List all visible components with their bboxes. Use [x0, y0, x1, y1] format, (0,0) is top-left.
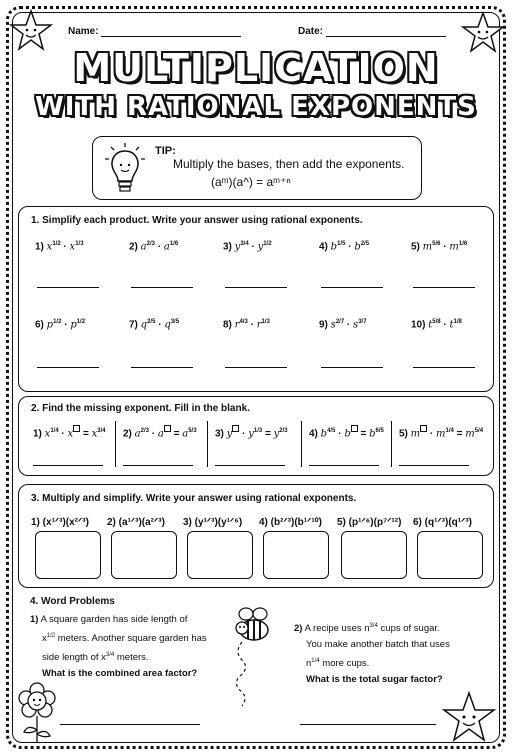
multiply-item [259, 517, 322, 528]
section-2 [18, 396, 494, 476]
lightbulb-icon [103, 141, 147, 197]
section-3-heading: 3. Multiply and simplify. Write your answer using rational exponents. [31, 493, 357, 504]
exponent: 1/3 [253, 428, 263, 434]
answer-box[interactable] [187, 531, 253, 579]
base: b [344, 428, 351, 440]
multiply-item [337, 517, 401, 528]
equals: = [170, 428, 183, 440]
expression: (q¹ᐟ³)(q¹ᐟ³) [424, 517, 472, 528]
tip-box [92, 136, 422, 200]
name-field[interactable] [68, 26, 241, 37]
multiply-item [413, 517, 472, 528]
base: y [248, 428, 254, 440]
dot: · [248, 241, 258, 253]
wp1-line3a: side length of x [42, 652, 106, 664]
exponent: 5/8 [432, 319, 441, 325]
dot: · [345, 241, 355, 253]
exponent: 2/3 [279, 428, 288, 434]
exponent: 1/2 [263, 241, 272, 247]
answer-line[interactable] [37, 287, 99, 288]
section-1-heading: 1. Simplify each product. Write your answer using rational exponents. [31, 215, 363, 226]
problem-number: 9) [319, 319, 331, 331]
expression: (b²ᐟ³)(b¹ᐟ¹⁰) [270, 517, 323, 528]
blank-box[interactable] [351, 425, 358, 432]
answer-line[interactable] [413, 367, 475, 368]
answer-line[interactable] [33, 465, 103, 466]
equals: = [80, 428, 92, 440]
dot: · [239, 428, 249, 440]
base: m [436, 428, 446, 440]
exponent: 1/2 [76, 319, 86, 325]
base: a [134, 428, 141, 440]
problem-number: 1) [33, 428, 45, 440]
wp2-line1a: A recipe uses n [304, 623, 370, 635]
answer-line[interactable] [37, 367, 99, 368]
exponent: 1/2 [52, 241, 61, 247]
base: b [320, 428, 328, 440]
page-title: MULTIPLICATION [73, 46, 439, 90]
missing-exponent-item [399, 425, 483, 439]
answer-line[interactable] [309, 465, 379, 466]
wp1-exp2: 3/4 [105, 652, 115, 659]
equals: = [262, 428, 274, 440]
dot: · [440, 241, 450, 253]
wp2-exp1: 3/4 [369, 623, 378, 629]
problem-number: 8) [223, 319, 235, 331]
answer-line[interactable] [321, 367, 383, 368]
problem-number: 4) [259, 517, 271, 528]
base: m [422, 241, 433, 253]
base: b [330, 241, 338, 253]
problem-item [319, 241, 369, 252]
word-problem-2 [294, 618, 494, 688]
problem-number: 2) [129, 241, 141, 253]
exponent: 4/3 [239, 319, 248, 325]
base: a [140, 241, 147, 253]
dot: · [148, 428, 158, 440]
problem-number: 2) [123, 428, 135, 440]
tip-formula: (aᵐ)(a^) = aᵐ⁺ⁿ [211, 175, 291, 189]
base: p [70, 319, 77, 331]
column-divider [391, 421, 392, 467]
missing-exponent-item [123, 425, 197, 439]
wp2-line2: You make another batch that uses [306, 639, 450, 651]
column-divider [115, 421, 116, 467]
dot: · [58, 428, 68, 440]
wp1-base: x [42, 633, 47, 645]
column-divider [301, 421, 302, 467]
answer-line[interactable] [215, 465, 285, 466]
wp1-answer-line[interactable] [60, 724, 200, 725]
problem-item [35, 319, 85, 330]
exponent: 1/5 [337, 241, 346, 247]
exponent: 1/6 [458, 241, 468, 247]
date-field[interactable] [298, 26, 446, 37]
problem-number: 3) [183, 517, 195, 528]
answer-box[interactable] [263, 531, 329, 579]
dot: · [155, 319, 165, 331]
base: r [234, 319, 240, 331]
problem-number: 6) [35, 319, 47, 331]
section-2-heading: 2. Find the missing exponent. Fill in the blank. [31, 403, 250, 414]
answer-line[interactable] [413, 287, 475, 288]
wp2-number: 2) [294, 623, 303, 635]
answer-box[interactable] [111, 531, 177, 579]
exponent: 4/5 [327, 428, 336, 434]
wp2-line1b: cups of sugar. [377, 623, 440, 635]
expression: (y¹ᐟ³)(y¹ᐟ⁶) [194, 517, 243, 528]
problem-item [319, 319, 367, 330]
exponent: 6/5 [375, 428, 384, 434]
bee-icon [228, 604, 280, 712]
base: q [140, 319, 148, 331]
problem-number: 4) [309, 428, 321, 440]
wp1-question: What is the combined area factor? [42, 668, 198, 680]
dot: · [154, 241, 164, 253]
wp1-line3b: meters. [114, 652, 149, 664]
base: p [46, 319, 54, 331]
base: y [234, 241, 241, 253]
problem-number: 10) [411, 319, 429, 331]
wp1-exp1: 1/2 [46, 633, 56, 639]
answer-line[interactable] [131, 367, 193, 368]
problem-item [129, 319, 179, 330]
dot: · [440, 319, 450, 331]
exponent: 2/7 [335, 319, 345, 325]
problem-number: 3) [223, 241, 235, 253]
answer-line[interactable] [123, 465, 193, 466]
problem-number: 6) [413, 517, 425, 528]
answer-line[interactable] [225, 287, 287, 288]
dot: · [247, 319, 257, 331]
blank-box[interactable] [164, 425, 171, 432]
expression: (a¹ᐟ³)(a²ᐟ³) [118, 517, 165, 528]
section-4-heading: 4. Word Problems [30, 596, 115, 607]
wp2-answer-line[interactable] [300, 724, 436, 725]
equals: = [357, 428, 370, 440]
exponent: 3/4 [97, 428, 106, 434]
answer-line[interactable] [399, 465, 469, 466]
wp2-line3a: n [306, 658, 312, 670]
section-3 [18, 484, 494, 588]
base: x [67, 428, 74, 440]
problem-item [35, 241, 84, 252]
multiply-item [183, 517, 242, 528]
problem-number: 2) [107, 517, 119, 528]
column-divider [207, 421, 208, 467]
exponent: 1/6 [169, 241, 179, 247]
tip-label: TIP: [155, 145, 176, 157]
wp1-line1: A square garden has side length of [40, 614, 188, 625]
problem-item [129, 241, 178, 252]
exponent: 5/4 [474, 428, 484, 434]
missing-exponent-item [33, 425, 106, 439]
problem-number: 1) [35, 241, 47, 253]
dot: · [427, 428, 437, 440]
problem-number: 5) [411, 241, 423, 253]
wp2-exp2: 1/4 [311, 658, 320, 665]
exponent: 1/8 [453, 319, 462, 325]
answer-box[interactable] [35, 531, 101, 579]
exponent: 1/4 [445, 428, 454, 434]
section-1 [18, 206, 494, 392]
word-problem-1 [30, 612, 230, 682]
problem-number: 4) [319, 241, 331, 253]
problem-number: 7) [129, 319, 141, 331]
wp2-question: What is the total sugar factor? [306, 674, 443, 686]
base: b [354, 241, 361, 253]
name-label: Name: [68, 26, 99, 37]
answer-box[interactable] [341, 531, 407, 579]
star-face-icon [440, 690, 498, 746]
multiply-item [107, 517, 165, 528]
base: b [369, 428, 376, 440]
answer-line[interactable] [321, 287, 383, 288]
exponent: 1/4 [50, 428, 59, 434]
base: r [256, 319, 262, 331]
problem-item [223, 319, 270, 330]
base: s [330, 319, 336, 331]
exponent: 2/5 [360, 241, 370, 247]
base: a [163, 241, 170, 253]
exponent: 1/2 [53, 319, 62, 325]
base: x [46, 241, 53, 253]
base: m [465, 428, 475, 440]
base: s [353, 319, 359, 331]
problem-item [411, 241, 467, 252]
equals: = [453, 428, 466, 440]
exponent: 1/3 [261, 319, 270, 325]
base: y [226, 428, 233, 440]
exponent: 2/5 [147, 319, 156, 325]
problem-number: 5) [399, 428, 411, 440]
answer-box[interactable] [417, 531, 483, 579]
problem-item [223, 241, 272, 252]
dot: · [61, 319, 71, 331]
answer-line[interactable] [131, 287, 193, 288]
base: x [91, 428, 98, 440]
exponent: 2/3 [146, 241, 155, 247]
missing-exponent-item [309, 425, 384, 439]
multiply-item [31, 517, 89, 528]
flower-icon [14, 680, 60, 746]
base: y [257, 241, 264, 253]
exponent: 3/7 [358, 319, 367, 325]
problem-item [411, 319, 462, 330]
base: a [182, 428, 189, 440]
problem-number: 1) [31, 517, 43, 528]
wp1-number: 1) [30, 614, 39, 625]
base: x [44, 428, 51, 440]
date-blank[interactable] [326, 27, 446, 37]
base: y [273, 428, 280, 440]
base: a [157, 428, 164, 440]
problem-number: 5) [337, 517, 349, 528]
tip-text: Multiply the bases, then add the exponents. [173, 157, 405, 171]
base: q [164, 319, 171, 331]
dot: · [335, 428, 345, 440]
exponent: 1/3 [75, 241, 84, 247]
base: m [410, 428, 421, 440]
exponent: 2/3 [140, 428, 149, 434]
dot: · [344, 319, 354, 331]
expression: (p¹ᐟ⁶)(p⁷ᐟ¹²) [348, 517, 402, 528]
missing-exponent-item [215, 425, 288, 439]
exponent: 5/6 [432, 241, 441, 247]
problem-number: 3) [215, 428, 227, 440]
expression: (x¹ᐟ³)(x²ᐟ³) [42, 517, 89, 528]
wp2-line3b: more cups. [319, 658, 370, 670]
exponent: 5/3 [188, 428, 197, 434]
date-label: Date: [298, 26, 324, 37]
wp1-line2: meters. Another square garden has [55, 633, 207, 645]
dot: · [60, 241, 70, 253]
base: t [449, 319, 454, 331]
base: m [449, 241, 459, 253]
name-blank[interactable] [101, 27, 241, 37]
base: t [428, 319, 433, 331]
page-subtitle: WITH RATIONAL EXPONENTS [35, 92, 477, 122]
exponent: 3/5 [170, 319, 180, 325]
answer-line[interactable] [225, 367, 287, 368]
exponent: 3/4 [240, 241, 249, 247]
base: x [69, 241, 76, 253]
